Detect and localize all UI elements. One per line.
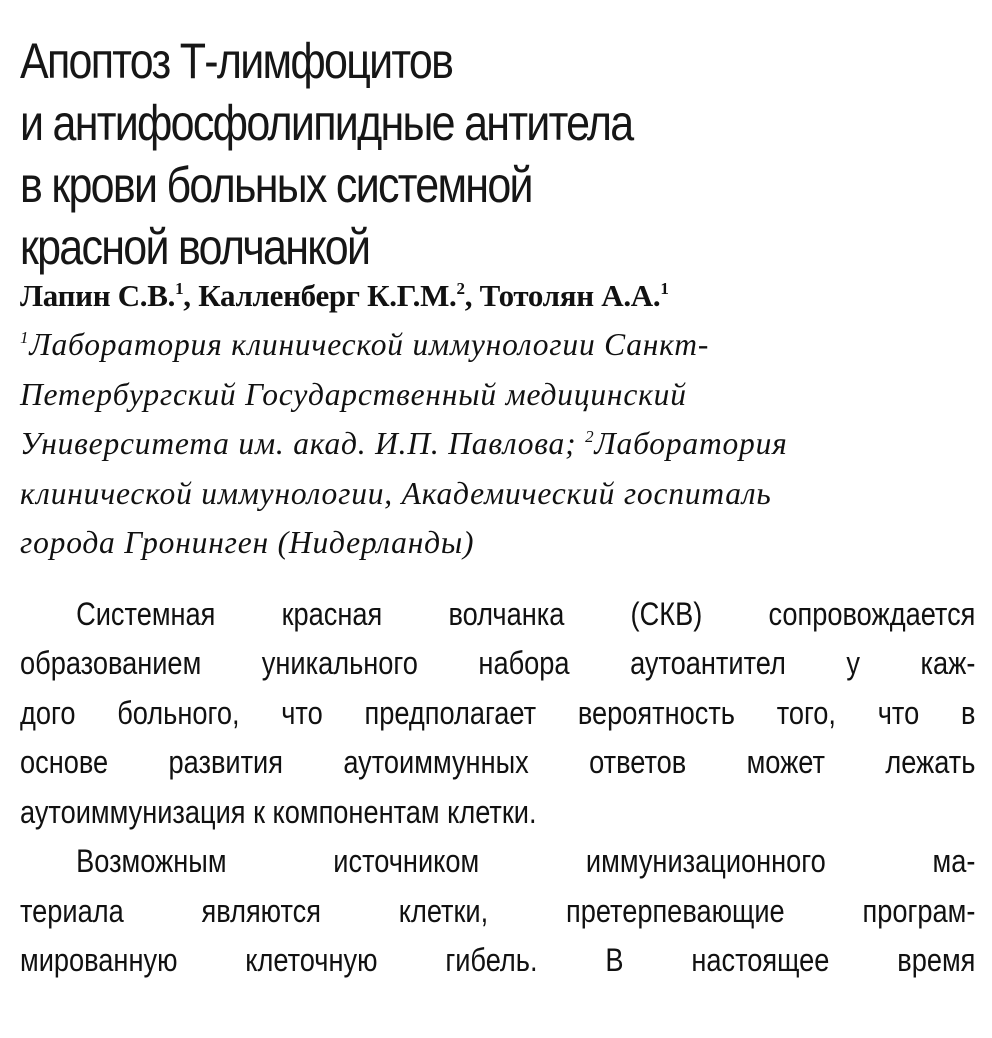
affiliation-line xyxy=(20,419,975,469)
title-line: красной волчанкой xyxy=(20,219,370,275)
body-line: основе развития аутоиммунных ответов может лежать xyxy=(20,744,976,780)
author-affiliation-mark: 1 xyxy=(660,279,669,298)
affiliation-text: Лаборатория клинической иммунологии Санкт- xyxy=(29,327,710,362)
article-body xyxy=(20,590,975,986)
title-line: Апоптоз Т-лимфоцитов xyxy=(20,33,453,89)
title-line: в крови больных системной xyxy=(20,157,532,213)
article-title xyxy=(20,30,975,278)
body-line: аутоиммунизация к компонентам клетки. xyxy=(20,793,537,830)
author-affiliation-mark: 1 xyxy=(175,279,184,298)
affiliation-text: Лаборатория xyxy=(594,426,788,461)
affiliation-line: клинической иммунологии, Академический госпиталь xyxy=(20,475,772,511)
article-page xyxy=(20,30,975,986)
affiliations xyxy=(20,320,975,568)
author-affiliation-mark: 2 xyxy=(456,279,465,298)
title-line: и антифосфолипидные антитела xyxy=(20,95,633,151)
affiliation-mark: 2 xyxy=(585,427,595,446)
body-line: мированную клеточную гибель. В настоящее время xyxy=(20,942,976,978)
affiliation-line xyxy=(20,320,975,370)
author-name: Лапин С.В. xyxy=(20,278,176,313)
body-line: образованием уникального набора аутоантител у каж- xyxy=(20,645,976,681)
author-name: Тотолян А.А. xyxy=(479,278,661,313)
body-line: Системная красная волчанка (СКВ) сопровождается xyxy=(76,595,976,632)
author-list xyxy=(20,276,975,316)
body-line: Возможным источником иммунизационного ма- xyxy=(76,843,976,879)
author-name: Калленберг К.Г.М. xyxy=(198,278,457,313)
affiliation-line: города Гронинген (Нидерланды) xyxy=(20,525,475,560)
affiliation-line: Петербургский Государственный медицинский xyxy=(20,376,687,412)
affiliation-text: Университета им. акад. И.П. Павлова; xyxy=(20,426,586,461)
affiliation-mark: 1 xyxy=(20,328,30,347)
author-separator: , xyxy=(464,278,480,313)
author-separator: , xyxy=(183,278,199,313)
body-line: дого больного, что предполагает вероятность того, что в xyxy=(20,694,976,731)
body-line: териала являются клетки, претерпевающие програм- xyxy=(20,892,976,929)
